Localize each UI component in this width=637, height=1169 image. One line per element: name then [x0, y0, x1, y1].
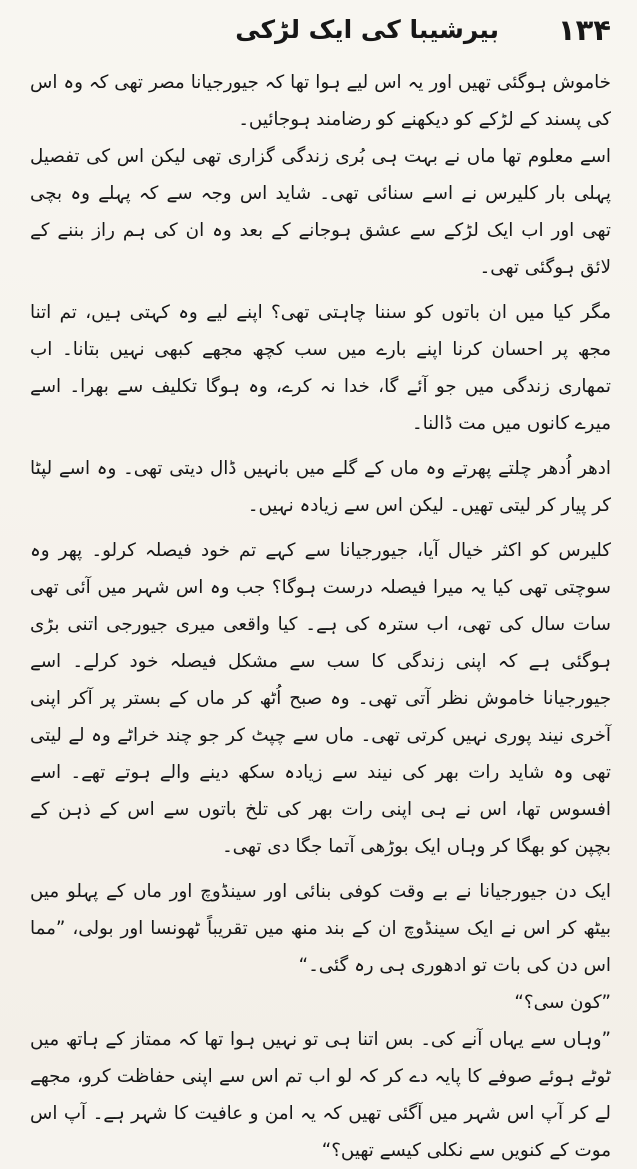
paragraph-5: کلیرس کو اکثر خیال آیا، جیورجیانا سے کہے تم خود فیصلہ کرلو۔ پھر وہ سوچتی تھی کیا یہ میرا فیصلہ درست ہوگا؟ جب وہ اس شہر میں آئی تھی سات سال کی تھی، اب سترہ کی ہے۔ کیا واقعی میری جیورجی اتنی بڑی ہوگئی ہے کہ اپنی زندگی کا سب سے مشکل فیصلہ خود کرلے۔ اسے جیورجیانا خاموش نظر آتی تھی۔ وہ صبح اُٹھ کر ماں کے بستر پر آکر اپنی آخری نیند پوری نہیں کرتی تھی۔ ماں سے چپٹ کر جو چند خراٹے وہ لے لیتی تھی وہ شاید رات بھر کی نیند سے زیادہ سکھ دینے والے ہوتے تھے۔ اسے افسوس تھا، اس نے ہی اپنی رات بھر کی تلخ باتوں سے اس کے ذہن کے بچپن کو بھگا کر وہاں ایک بوڑھی آتما جگا دی تھی۔ [30, 540, 611, 857]
page-header [30, 14, 611, 64]
paragraph-1: خاموش ہوگئی تھیں اور یہ اس لیے ہوا تھا کہ جیورجیانا مصر تھی کہ وہ اس کی پسند کے لڑکے کو دیکھنے کو رضامند ہوجائیں۔ [30, 72, 611, 130]
paragraph-7: ”کون سی؟“ [514, 992, 611, 1013]
paragraph-8: ”وہاں سے یہاں آنے کی۔ بس اتنا ہی تو نہیں ہوا تھا کہ ممتاز کے ہاتھ میں ٹوٹے ہوئے صوفے کا پایہ دے کر کہ لو اب تم اس سے اپنی حفاظت کرو، مجھے لے کر آپ اس شہر میں آگئی تھیں کہ یہ امن و عافیت کا شہر ہے۔ آپ اس موت کے کنویں سے نکلی کیسے تھیں؟“ [30, 1029, 611, 1161]
paragraph-4: ادھر اُدھر چلتے پھرتے وہ ماں کے گلے میں بانہیں ڈال دیتی تھی۔ وہ اسے لپٹا کر پیار کر لیتی تھیں۔ لیکن اس سے زیادہ نہیں۔ [30, 458, 611, 516]
paragraph-2: اسے معلوم تھا ماں نے بہت ہی بُری زندگی گزاری تھی لیکن اس کی تفصیل پہلی بار کلیرس نے اسے سنائی تھی۔ شاید اس وجہ سے کہ پہلے وہ بچی تھی اور اب ایک لڑکے سے عشق ہوجانے کے بعد وہ ان کی ہم راز بننے کے لائق ہوگئی تھی۔ [30, 146, 611, 278]
page-text [30, 64, 611, 1169]
paragraph-3: مگر کیا میں ان باتوں کو سننا چاہتی تھی؟ اپنے لیے وہ کہتی ہیں، تم اتنا مجھ پر احسان کرنا اپنے بارے میں سب کچھ مجھے کبھی نہیں بتانا۔ اب تمھاری زندگی میں جو آئے گا، خدا نہ کرے، وہ ہوگا تکلیف سے بھرا۔ اسے میرے کانوں میں مت ڈالنا۔ [30, 302, 611, 434]
page-number: ۱۳۴ [557, 13, 611, 47]
running-title: بیرشیبا کی ایک لڑکی [235, 15, 499, 44]
paragraph-6: ایک دن جیورجیانا نے بے وقت کوفی بنائی اور سینڈوچ اور ماں کے پہلو میں بیٹھ کر اس نے ایک سینڈوچ ان کے بند منھ میں تقریباً ٹھونسا اور بولی، ”مما اس دن کی بات تو ادھوری ہی رہ گئی۔“ [30, 881, 611, 976]
